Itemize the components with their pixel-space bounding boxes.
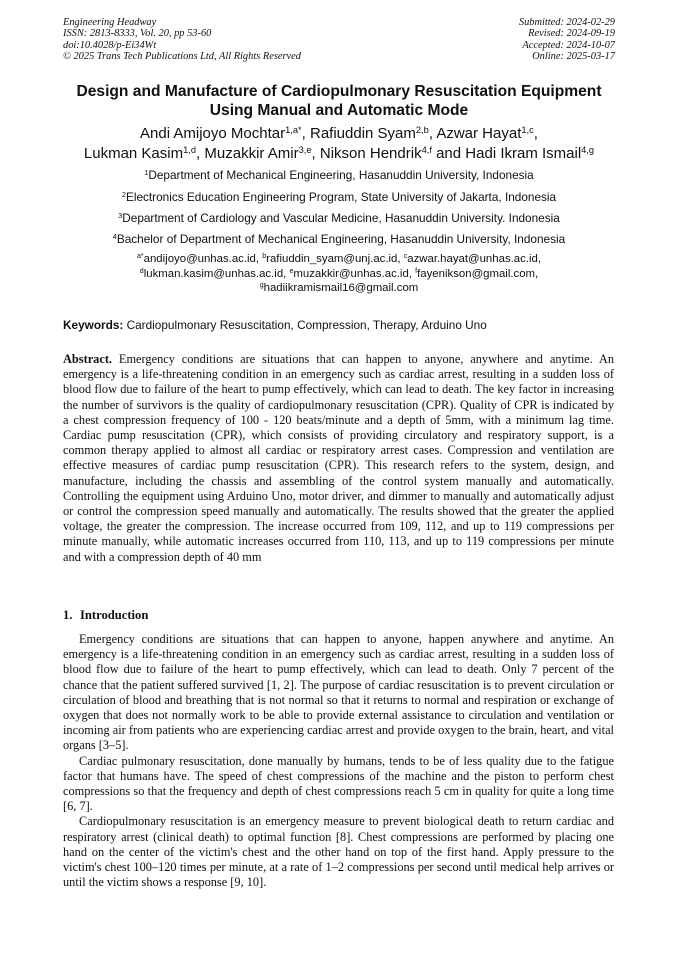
- email-superscript: c: [403, 253, 408, 261]
- author-list: [30, 124, 648, 164]
- email-address: azwar.hayat@unhas.ac.id,: [407, 253, 542, 265]
- paper-title: [40, 82, 638, 120]
- author-superscript: 4,g: [581, 144, 595, 155]
- email-address: hadiikramismail16@gmail.com: [263, 282, 419, 295]
- email-superscript: d: [139, 267, 144, 275]
- email-address: andijoyo@unhas.ac.id,: [143, 253, 263, 265]
- paragraph: Cardiac pulmonary resuscitation, done manually by humans, tends to be of less quality due to the fatigue factor that humans have. The speed of chest compressions of the machine and the piston to perform chest compressions so that the frequency and depth of chest compressions reach 5 cm in quality for quite a long time [6, 7].: [63, 753, 614, 814]
- author-name: Azwar Hayat: [436, 125, 522, 142]
- email-address: lukman.kasim@unhas.ac.id,: [143, 267, 290, 280]
- section-title: Introduction: [80, 608, 149, 622]
- paragraph: Emergency conditions are situations that can happen to anyone, happen anywhere and anytime. An emergency is a life-threatening condition in an emergency such as cardiac arrest, resulting in a sudden loss of blood flow due to failure of the heart to pump effectively, which can lead to death. Only 7 percent of the chance that the patient suffered survived [1, 2]. The purpose of cardiac resuscitation is to prevent circulation or circulation of blood and breathing that is not normal so that it returns to normal and respiration or exchange of oxygen that does not normally work to be able to provide external assistance to circulation and ventilation or incoming air from patients who are experiencing cardiac arrest and provide oxygen to the brain, heart, and vital organs [3–5].: [63, 632, 614, 753]
- section-number: 1.: [63, 608, 73, 622]
- email-address: muzakkir@unhas.ac.id,: [293, 267, 416, 280]
- email-address: fayenikson@gmail.com,: [417, 267, 539, 280]
- keywords: [63, 318, 623, 332]
- title-line-2: Using Manual and Automatic Mode: [209, 102, 469, 119]
- author-superscript: 2,b: [415, 124, 429, 135]
- revised-date: Revised: 2024-09-19: [528, 28, 615, 40]
- author-emails: [30, 252, 648, 296]
- affiliation-superscript: 2: [121, 189, 126, 199]
- author-line-2: [30, 144, 648, 164]
- journal-header-left: [63, 17, 301, 63]
- author-superscript: 1,a*: [285, 124, 302, 135]
- affiliation-superscript: 3: [118, 210, 123, 220]
- abstract-label: Abstract.: [63, 352, 113, 366]
- email-line-1: [30, 252, 648, 267]
- author-superscript: 1,d: [183, 144, 197, 155]
- email-superscript: g: [259, 282, 264, 290]
- abstract-text: Emergency conditions are situations that can happen to anyone, anywhere and anytime. An emergency is a life-threatening condition in an emergency such as cardiac arrest, resulting in a sudden loss of blood flow due to failure of the heart to pump effectively, which can lead to death. The key factor in increasing the number of survivors is the quality of cardiopulmonary resuscitation (CPR). Quality of CPR is indicated by a chest compression frequency of 100 - 120 beats/minute and a depth of 5mm, with a minimum lag time. Cardiac pump resuscitation (CPR), which consists of providing circulatory and respiratory support, is a common therapy applied to almost all cardiac or respiratory arrest cases. Compression and ventilation are effective measures of cardiac pump resuscitation (CPR). This research refers to the system, design, and manufacture, including the chassis and assembling of the control system manually and automatically. Controlling the equipment using Arduino Uno, motor driver, and dimmer to manually and automatically adjust or control the compression speed manually and automatically. The results showed that the greater the applied voltage, the greater the compression. The increase occurred from 109, 112, and up to 119 compressions per minute manually, while automatic increases occurred from 110, 113, and up to 119 compressions per minute and with a compression depth of 40 mm: [63, 352, 614, 564]
- author-line-1: [30, 124, 648, 144]
- email-superscript: e: [289, 267, 294, 275]
- affiliation-superscript: 4: [112, 231, 117, 241]
- author-separator: ,: [196, 145, 205, 162]
- keywords-label: Keywords:: [63, 318, 124, 332]
- author-name: Andi Amijoyo Mochtar: [140, 125, 286, 142]
- introduction-body: [63, 632, 614, 890]
- copyright: © 2025 Trans Tech Publications Ltd, All Rights Reserved: [63, 51, 301, 63]
- title-line-1: Design and Manufacture of Cardiopulmonary Resuscitation Equipment: [76, 83, 602, 100]
- paragraph: Cardiopulmonary resuscitation is an emergency measure to prevent biological death to return cardiac and respiratory arrest (clinical death) to optimal function [8]. Chest compressions are performed by placing one hand on the center of the victim's chest and the other hand on top of the first hand. Apply pressure to the victim's chest 100–120 times per minute, at a rate of 1–2 compressions per second until medical help arrives or until the victim shows a response [9, 10].: [63, 814, 614, 890]
- section-heading-introduction: [63, 608, 148, 623]
- affiliation-text: Department of Mechanical Engineering, Hasanuddin University, Indonesia: [148, 168, 534, 182]
- author-separator: ,: [301, 125, 310, 142]
- author-superscript: 3,e: [298, 144, 312, 155]
- author-separator: ,: [533, 125, 538, 142]
- journal-header-right: [519, 17, 615, 63]
- submitted-date: Submitted: 2024-02-29: [518, 17, 615, 28]
- affiliation-4: [30, 232, 648, 246]
- author-separator: and: [431, 145, 466, 162]
- affiliation-2: [30, 190, 648, 204]
- author-name: Muzakkir Amir: [204, 145, 299, 162]
- journal-name: Engineering Headway: [63, 17, 157, 28]
- email-superscript: f: [415, 267, 418, 275]
- abstract: [63, 352, 614, 565]
- author-name: Nikson Hendrik: [319, 145, 422, 162]
- author-superscript: 4,f: [421, 144, 432, 155]
- author-separator: ,: [311, 145, 320, 162]
- author-separator: ,: [428, 125, 437, 142]
- issn-volume: ISSN: 2813-8333, Vol. 20, pp 53-60: [63, 28, 212, 40]
- affiliation-superscript: 1: [144, 167, 149, 177]
- online-date: Online: 2025-03-17: [532, 51, 615, 63]
- email-line-2: [30, 267, 648, 282]
- affiliation-text: Department of Cardiology and Vascular Medicine, Hasanuddin University. Indonesia: [122, 211, 560, 225]
- email-superscript: a*: [136, 253, 144, 261]
- author-name: Rafiuddin Syam: [310, 125, 416, 142]
- keywords-text: Cardiopulmonary Resuscitation, Compression, Therapy, Arduino Uno: [123, 318, 487, 332]
- affiliation-text: Bachelor of Department of Mechanical Engineering, Hasanuddin University, Indonesia: [116, 232, 566, 246]
- email-superscript: b: [262, 253, 267, 261]
- accepted-date: Accepted: 2024-10-07: [522, 39, 615, 51]
- author-name: Hadi Ikram Ismail: [465, 145, 582, 162]
- email-address: rafiuddin_syam@unj.ac.id,: [266, 253, 404, 265]
- affiliation-3: [30, 211, 648, 225]
- affiliation-text: Electronics Education Engineering Program, State University of Jakarta, Indonesia: [125, 190, 557, 204]
- doi: doi:10.4028/p-Ei34Wt: [63, 39, 157, 51]
- email-line-3: [30, 281, 648, 296]
- author-name: Lukman Kasim: [83, 145, 184, 162]
- affiliation-1: [30, 168, 648, 182]
- author-superscript: 1,c: [521, 124, 534, 135]
